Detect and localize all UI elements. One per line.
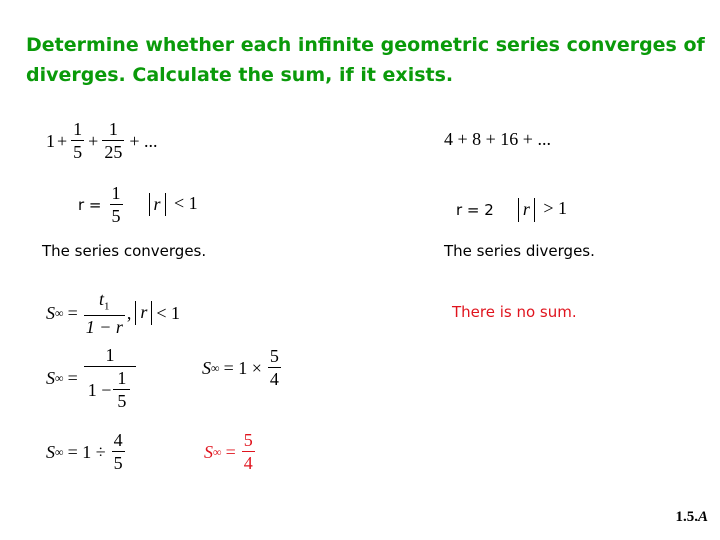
sum-formula — [46, 290, 180, 336]
fraction-denominator: 5 — [113, 389, 130, 410]
series-ellipsis: + ... — [129, 130, 158, 151]
step3-fraction — [112, 431, 125, 472]
title-line-2: diverges. Calculate the sum, if it exists. — [26, 64, 454, 86]
sum-answer — [204, 431, 257, 472]
abs-r: r — [135, 301, 152, 325]
abs-r: r — [518, 198, 535, 222]
fraction-numerator: 1 — [108, 119, 118, 139]
t-subscript: 1 — [104, 300, 110, 313]
slide-code: 1.5. — [675, 509, 698, 525]
sum-step-2 — [202, 347, 283, 388]
infinity-subscript: ∞ — [213, 444, 222, 459]
sum-symbol: S — [46, 441, 55, 462]
equals-sign: = — [67, 368, 78, 388]
ratio-fraction — [110, 184, 123, 225]
fraction-denominator: 1 − r — [85, 316, 123, 337]
equals-sign: = — [225, 441, 236, 462]
right-ratio — [456, 198, 567, 222]
sum-symbol: S — [204, 441, 213, 462]
slide-number — [675, 509, 708, 526]
fraction-numerator: 5 — [243, 430, 253, 450]
equals-expression: = 1 × — [223, 357, 262, 378]
fraction-numerator: 1 — [73, 119, 83, 139]
condition-compare: > 1 — [543, 198, 567, 219]
left-conclusion: The series converges. — [42, 242, 207, 260]
sum-step-1 — [46, 346, 138, 410]
title-line-1: Determine whether each infinite geometric series converges of — [26, 34, 705, 56]
fraction-denominator: 4 — [269, 369, 279, 389]
condition-compare: < 1 — [174, 192, 198, 213]
condition-compare: < 1 — [156, 302, 181, 323]
comma: , — [126, 302, 132, 323]
left-ratio — [78, 184, 198, 225]
fraction-numerator: 1 — [117, 368, 127, 388]
no-sum-note: There is no sum. — [452, 303, 577, 321]
plus-sign: + — [57, 130, 68, 151]
abs-r: r — [149, 193, 166, 217]
infinity-subscript: ∞ — [55, 444, 64, 459]
t-term: t — [99, 289, 105, 309]
sum-symbol: S — [46, 368, 55, 388]
fraction-denominator: 5 — [73, 142, 83, 162]
sum-step-3 — [46, 431, 127, 472]
series-fraction-1 — [71, 120, 84, 161]
slide-letter: A — [697, 509, 708, 525]
sum-symbol: S — [46, 302, 55, 323]
series-term: 1 — [46, 130, 55, 151]
fraction-numerator: 1 — [105, 345, 115, 365]
fraction-numerator: 4 — [113, 430, 123, 450]
infinity-subscript: ∞ — [211, 360, 220, 375]
ratio-label: r = 2 — [456, 200, 494, 219]
fraction-denominator: 25 — [104, 142, 123, 162]
fraction-denominator: 4 — [243, 453, 253, 473]
fraction-numerator — [97, 290, 112, 315]
step2-fraction — [268, 347, 281, 388]
formula-fraction — [84, 290, 125, 336]
fraction-denominator — [84, 366, 137, 410]
fraction-numerator: 1 — [111, 183, 121, 203]
answer-fraction — [242, 431, 255, 472]
fraction-denominator: 5 — [113, 453, 123, 473]
ratio-condition — [518, 198, 567, 222]
step1-fraction — [84, 346, 137, 410]
series-fraction-2 — [102, 120, 124, 161]
nested-fraction — [113, 369, 130, 410]
right-conclusion: The series diverges. — [444, 242, 595, 260]
sum-symbol: S — [202, 357, 211, 378]
plus-sign: + — [88, 130, 99, 151]
infinity-subscript: ∞ — [55, 305, 64, 320]
equals-expression: = 1 ÷ — [67, 441, 106, 462]
fraction-denominator: 5 — [111, 206, 121, 226]
left-series — [46, 120, 157, 161]
page-title — [26, 30, 706, 90]
equals-sign: = — [67, 302, 78, 323]
fraction-numerator: 5 — [269, 346, 279, 366]
infinity-subscript: ∞ — [55, 371, 64, 385]
ratio-condition — [149, 193, 198, 217]
right-series: 4 + 8 + 16 + ... — [444, 129, 551, 149]
ratio-label: r = — [78, 195, 102, 214]
denominator-left: 1 − — [87, 379, 112, 400]
